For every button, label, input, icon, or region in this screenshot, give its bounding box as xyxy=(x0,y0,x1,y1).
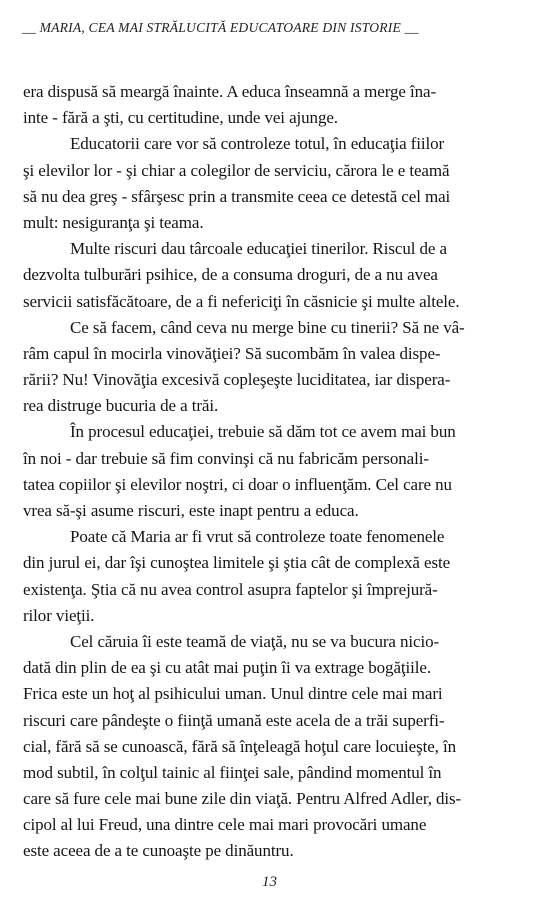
text-line: servicii satisfăcătoare, de a fi nefericiţi în căsnicie şi multe altele. xyxy=(23,291,460,311)
text-line: rilor vieţii. xyxy=(23,605,95,625)
text-line: Ce să facem, când ceva nu merge bine cu tinerii? Să ne vâ- xyxy=(70,317,465,337)
text-line: dezvolta tulburări psihice, de a consuma droguri, de a nu avea xyxy=(23,265,438,285)
text-line: şi elevilor lor - şi chiar a colegilor de serviciu, cărora le e teamă xyxy=(23,160,450,180)
text-line: mult: nesiguranţa şi teama. xyxy=(23,212,204,232)
text-line: rea distruge bucuria de a trăi. xyxy=(23,396,219,416)
text-line: Educatorii care vor să controleze totul, în educaţia fiilor xyxy=(70,134,445,154)
body-text xyxy=(23,79,509,865)
text-line: existenţa. Ştia că nu avea control asupra faptelor şi împrejură- xyxy=(23,579,438,599)
text-line: este aceea de a te cunoaşte pe dinăuntru. xyxy=(23,841,294,861)
text-line: tatea copiilor şi elevilor noştri, ci doar o influenţăm. Cel care nu xyxy=(23,474,452,494)
text-line: care să fure cele mai bune zile din viaţă. Pentru Alfred Adler, dis- xyxy=(23,789,462,809)
text-line: Multe riscuri dau târcoale educaţiei tinerilor. Riscul de a xyxy=(70,239,447,259)
text-line: În procesul educaţiei, trebuie să dăm tot ce avem mai bun xyxy=(70,422,456,442)
text-line: cial, fără să se cunoască, fără să înţeleagă hoţul care locuieşte, în xyxy=(23,736,456,756)
page-number: 13 xyxy=(262,874,277,890)
text-line: mod subtil, în colţul tainic al fiinţei sale, pândind momentul în xyxy=(23,762,442,782)
text-line: cipol al lui Freud, una dintre cele mai mari provocări umane xyxy=(23,815,427,835)
text-line: riscuri care pândeşte o fiinţă umană este acela de a trăi superfi- xyxy=(23,710,445,730)
text-line: să nu dea greş - sfârşesc prin a transmite ceea ce detestă cel mai xyxy=(23,186,451,206)
text-line: vrea să-şi asume riscuri, este inapt pentru a educa. xyxy=(23,501,359,520)
text-line: Cel căruia îi este teamă de viaţă, nu se va bucura nicio- xyxy=(70,631,440,651)
running-header: __ MARIA, CEA MAI STRĂLUCITĂ EDUCATOARE DIN ISTORIE __ xyxy=(22,20,419,35)
text-line: în noi - dar trebuie să fim convinşi că nu fabricăm personali- xyxy=(23,448,429,468)
text-line: era dispusă să meargă înainte. A educa înseamnă a merge îna- xyxy=(23,82,437,101)
text-line: din jurul ei, dar îşi cunoştea limitele şi ştia cât de complexă este xyxy=(23,553,451,573)
text-line: Poate că Maria ar fi vrut să controleze toate fenomenele xyxy=(70,527,445,547)
text-line: râm capul în mocirla vinovăţiei? Să sucombăm în valea dispe- xyxy=(23,343,441,363)
text-line: Frica este un hoţ al psihicului uman. Unul dintre cele mai mari xyxy=(23,684,443,704)
text-line: inte - fără a şti, cu certitudine, unde vei ajunge. xyxy=(23,108,338,128)
text-line: dată din plin de ea şi cu atât mai puţin îi va extrage bogăţiile. xyxy=(23,658,431,678)
text-line: rării? Nu! Vinovăţia excesivă copleşeşte luciditatea, iar dispera- xyxy=(23,370,451,390)
